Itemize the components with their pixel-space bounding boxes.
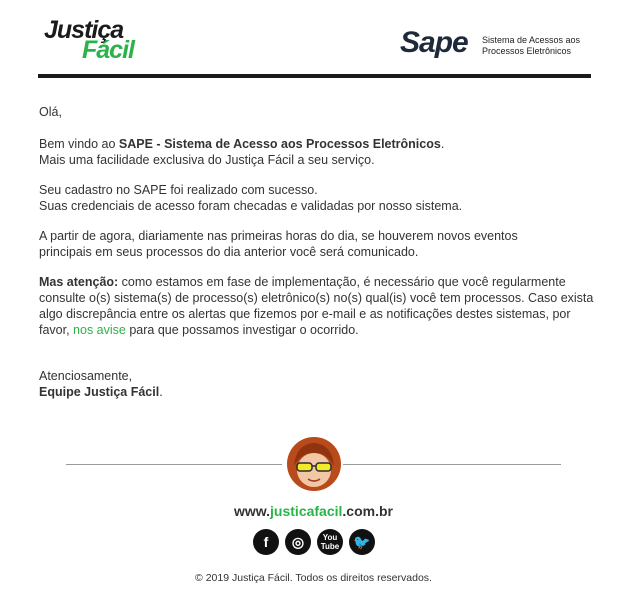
notification-paragraph: A partir de agora, diariamente nas primeiras horas do dia, se houverem novos eventos principais em seus processos do dia anterior você será comunicado. xyxy=(39,229,518,259)
welcome-paragraph xyxy=(39,136,599,168)
welcome-prefix: Bem vindo ao xyxy=(39,137,119,151)
footer-divider-left xyxy=(66,464,282,465)
sape-logo-word: Sape xyxy=(400,26,468,59)
attention-paragraph xyxy=(39,274,599,338)
facebook-icon[interactable]: f xyxy=(253,529,279,555)
twitter-icon[interactable]: 🐦 xyxy=(349,529,375,555)
registration-paragraph xyxy=(39,182,599,214)
copyright-text: © 2019 Justiça Fácil. Todos os direitos reservados. xyxy=(195,572,432,584)
welcome-system-name: SAPE - Sistema de Acesso aos Processos Eletrônicos xyxy=(118,137,441,151)
social-links xyxy=(251,529,377,557)
registration-line1: Seu cadastro no SAPE foi realizado com sucesso. xyxy=(39,183,318,197)
attention-end: para que possamos investigar o ocorrido. xyxy=(125,323,359,337)
closing-paragraph xyxy=(39,368,599,400)
logo-justica-text: Justiça xyxy=(44,16,124,44)
sape-logo-tagline: Sistema de Acessos aos Processos Eletrônicos xyxy=(482,35,581,56)
footer-divider-right xyxy=(343,464,561,465)
welcome-suffix: . xyxy=(440,137,445,151)
header-divider xyxy=(38,74,591,78)
registration-line2: Suas credenciais de acesso foram checadas e validadas por nosso sistema. xyxy=(39,199,463,213)
welcome-line2: Mais uma facilidade exclusiva do Justiça Fácil a seu serviço. xyxy=(39,153,375,167)
instagram-icon[interactable]: ◎ xyxy=(285,529,311,555)
justica-facil-logo[interactable] xyxy=(44,18,154,62)
mascot-avatar-icon xyxy=(286,436,342,492)
signature-end: . xyxy=(159,385,163,399)
website-domain: justicafacil xyxy=(270,503,343,519)
closing-text: Atenciosamente, xyxy=(39,369,133,383)
logo-facil-text: Fácil xyxy=(82,36,134,64)
email-header xyxy=(0,0,627,80)
greeting: Olá, xyxy=(39,105,62,119)
website-prefix: www. xyxy=(234,503,271,519)
website-url[interactable] xyxy=(0,503,627,519)
signature: Equipe Justiça Fácil xyxy=(39,385,160,399)
youtube-icon[interactable]: You Tube xyxy=(317,529,343,555)
attention-label: Mas atenção: xyxy=(39,275,119,289)
website-suffix: .com.br xyxy=(342,503,393,519)
contact-us-link[interactable]: nos avise xyxy=(73,323,126,337)
attention-text: como estamos em fase de implementação, é necessário que você regularmente consulte o(s) sistema(s) de processo(s) eletrônico(s) no(s) qual(is) você tem processos. Caso exista algo discrepância entre os alertas que fizemos por e-mail e as notificações destes sistemas, por favor, xyxy=(39,275,594,337)
